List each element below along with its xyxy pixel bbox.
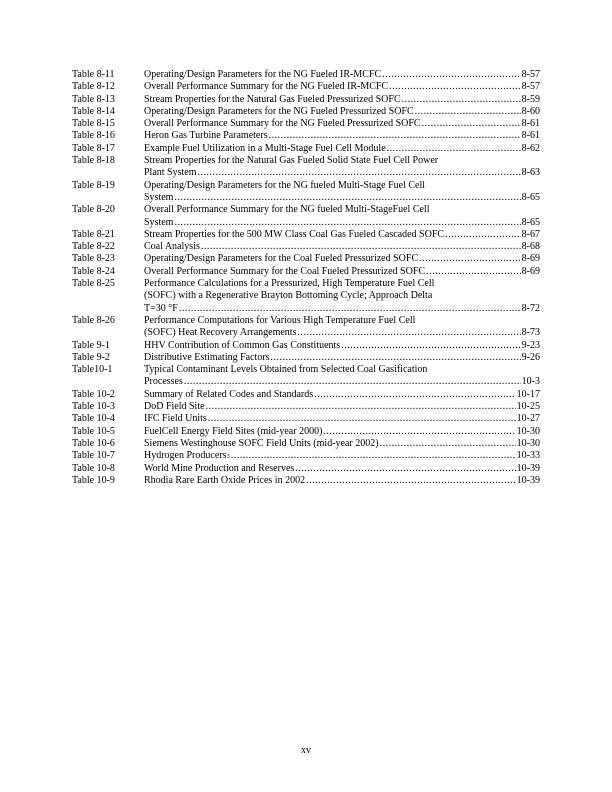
table-number: Table 8-17 — [72, 142, 115, 154]
table-title — [144, 81, 540, 93]
dot-leader — [382, 69, 520, 81]
page-reference[interactable]: 8-57 — [521, 69, 540, 80]
toc-entry[interactable] — [72, 69, 540, 81]
title-text: Stream Properties for the Natural Gas Fueled Solid State Fuel Cell Power — [144, 155, 439, 167]
title-line — [144, 278, 540, 290]
title-text: Processes — [144, 376, 183, 388]
table-number: Table 8-15 — [72, 118, 115, 130]
dot-leader — [184, 376, 521, 388]
page-reference[interactable]: 8-63 — [521, 167, 540, 179]
toc-entry[interactable] — [72, 143, 540, 155]
table-number: Table 8-23 — [72, 253, 115, 265]
table-number: Table 9-2 — [72, 351, 110, 363]
toc-entry[interactable] — [72, 438, 540, 450]
dot-leader — [174, 192, 520, 204]
title-line — [144, 315, 540, 327]
page-reference[interactable]: 8-69 — [521, 253, 540, 265]
table-title — [144, 143, 540, 155]
toc-entry[interactable] — [72, 94, 540, 106]
table-title — [144, 118, 540, 130]
title-text: Distributive Estimating Factors — [144, 351, 270, 363]
title-line — [144, 241, 540, 253]
table-title — [144, 180, 540, 205]
title-text: (SOFC) with a Regenerative Brayton Bottoming Cycle; Approach Delta — [144, 290, 433, 302]
title-line — [144, 217, 540, 229]
title-line — [144, 340, 540, 352]
dot-leader — [445, 229, 521, 241]
title-line — [144, 167, 540, 179]
table-title — [144, 364, 540, 389]
page-reference[interactable]: 9-23 — [521, 339, 540, 351]
toc-entry[interactable] — [72, 413, 540, 425]
title-text: System — [144, 216, 174, 228]
title-line — [144, 253, 540, 265]
title-text: Performance Computations for Various High Temperature Fuel Cell — [144, 314, 416, 326]
title-text: Rhodia Rare Earth Oxide Prices in 2002 — [144, 474, 306, 486]
page-reference[interactable]: 10-17 — [516, 388, 540, 400]
title-line — [144, 401, 540, 413]
title-text: Stream Properties for the 500 MW Class Coal Gas Fueled Cascaded SOFC — [144, 228, 445, 240]
table-title — [144, 340, 540, 352]
title-line — [144, 130, 540, 142]
title-text: FuelCell Energy Field Sites (mid-year 2000) — [144, 425, 323, 437]
table-number: Table 8-20 — [72, 204, 115, 216]
title-line — [144, 475, 540, 487]
dot-leader — [174, 217, 520, 229]
toc-entry[interactable] — [72, 389, 540, 401]
title-text: Example Fuel Utilization in a Multi-Stage Fuel Cell Module — [144, 142, 386, 154]
title-text: Operating/Design Parameters for the NG Fueled Pressurized SOFC — [144, 105, 414, 117]
page-number: xv — [301, 745, 311, 756]
dot-leader — [415, 106, 521, 118]
toc-entry[interactable] — [72, 352, 540, 364]
page-reference[interactable]: 8-59 — [521, 93, 540, 105]
table-title — [144, 389, 540, 401]
dot-leader — [198, 167, 521, 179]
page-reference[interactable]: 8-69 — [521, 265, 540, 277]
dot-leader — [306, 475, 516, 487]
title-line — [144, 389, 540, 401]
page-reference[interactable]: 8-61 — [521, 130, 540, 142]
dot-leader — [271, 352, 521, 364]
toc-entry[interactable] — [72, 204, 540, 229]
page-reference[interactable]: 8-62 — [521, 142, 540, 154]
page-reference[interactable]: 8-65 — [521, 216, 540, 228]
table-title — [144, 253, 540, 265]
dot-leader — [426, 266, 521, 278]
table-title — [144, 352, 540, 364]
title-text: Operating/Design Parameters for the Coal Fueled Pressurized SOFC — [144, 253, 419, 265]
title-text: Hydrogen Producers — [144, 450, 227, 462]
title-line — [144, 364, 540, 376]
title-line — [144, 376, 540, 388]
table-title — [144, 438, 540, 450]
toc-entry[interactable] — [72, 253, 540, 265]
title-text: Plant System — [144, 167, 197, 179]
table-title — [144, 463, 540, 475]
page-reference[interactable]: 10-27 — [516, 413, 540, 425]
dot-leader — [231, 450, 516, 462]
page-reference[interactable]: 10-39 — [516, 474, 540, 486]
table-title — [144, 475, 540, 487]
dot-leader — [402, 94, 521, 106]
toc-entry[interactable] — [72, 241, 540, 253]
title-line — [144, 69, 540, 81]
page-reference[interactable]: 10-33 — [516, 450, 540, 462]
toc-entry[interactable] — [72, 229, 540, 241]
table-number: Table 8-13 — [72, 93, 115, 105]
table-title — [144, 241, 540, 253]
toc-entry[interactable] — [72, 118, 540, 130]
toc-entry[interactable] — [72, 266, 540, 278]
page-reference[interactable]: 8-61 — [521, 118, 540, 130]
title-line — [144, 266, 540, 278]
toc-entry[interactable] — [72, 364, 540, 389]
list-of-tables — [72, 69, 540, 487]
toc-entry[interactable] — [72, 475, 540, 487]
table-title — [144, 315, 540, 340]
title-line — [144, 204, 540, 216]
table-title — [144, 69, 540, 81]
toc-entry[interactable] — [72, 401, 540, 413]
dot-leader — [295, 463, 515, 475]
dot-leader — [314, 389, 516, 401]
page-reference[interactable]: 9-26 — [521, 351, 540, 363]
table-number: Table 10-8 — [72, 462, 115, 474]
table-title — [144, 94, 540, 106]
table-title — [144, 106, 540, 118]
title-text: Summary of Related Codes and Standards — [144, 388, 314, 400]
title-line — [144, 327, 540, 339]
page-reference[interactable]: 10-39 — [516, 462, 540, 474]
table-title — [144, 401, 540, 413]
table-number: Table 8-22 — [72, 241, 115, 253]
dot-leader — [269, 130, 521, 142]
title-line — [144, 118, 540, 130]
title-text: Operating/Design Parameters for the NG fueled Multi-Stage Fuel Cell — [144, 179, 426, 191]
table-title — [144, 413, 540, 425]
title-text: DoD Field Site — [144, 401, 205, 413]
title-line — [144, 426, 540, 438]
toc-entry[interactable] — [72, 130, 540, 142]
toc-entry[interactable] — [72, 340, 540, 352]
title-text: Performance Calculations for a Pressurized, High Temperature Fuel Cell — [144, 278, 435, 290]
title-line — [144, 192, 540, 204]
dot-leader — [419, 253, 521, 265]
toc-entry[interactable] — [72, 426, 540, 438]
title-text: Operating/Design Parameters for the NG Fueled IR-MCFC — [144, 69, 382, 80]
dot-leader — [208, 413, 516, 425]
table-number: Table 8-12 — [72, 81, 115, 93]
table-number: Table 8-14 — [72, 105, 115, 117]
page-reference[interactable]: 10-30 — [516, 437, 540, 449]
table-number: Table10-1 — [72, 364, 113, 376]
title-line — [144, 81, 540, 93]
table-number: Table 10-4 — [72, 413, 115, 425]
title-line — [144, 303, 540, 315]
toc-entry[interactable] — [72, 106, 540, 118]
table-number: Table 8-26 — [72, 314, 115, 326]
table-number: Table 10-3 — [72, 401, 115, 413]
table-number: Table 10-2 — [72, 388, 115, 400]
page-reference[interactable]: 8-73 — [521, 327, 540, 339]
title-line — [144, 290, 540, 302]
toc-entry[interactable] — [72, 463, 540, 475]
title-text: HHV Contribution of Common Gas Constituents — [144, 339, 341, 351]
table-title — [144, 278, 540, 315]
title-text: Stream Properties for the Natural Gas Fueled Pressurized SOFC — [144, 93, 401, 105]
title-text: Overall Performance Summary for the NG fueled Multi-StageFuel Cell — [144, 204, 430, 216]
title-line — [144, 106, 540, 118]
table-number: Table 10-7 — [72, 450, 115, 462]
toc-entry[interactable] — [72, 315, 540, 340]
title-line — [144, 352, 540, 364]
table-number: Table 10-5 — [72, 425, 115, 437]
table-number: Table 8-16 — [72, 130, 115, 142]
table-number: Table 10-9 — [72, 474, 115, 486]
title-line — [144, 94, 540, 106]
page-reference[interactable]: 8-72 — [521, 302, 540, 314]
toc-entry[interactable] — [72, 450, 540, 462]
dot-leader — [323, 426, 515, 438]
title-text: Overall Performance Summary for the Coal Fueled Pressurized SOFC — [144, 265, 426, 277]
table-number: Table 8-21 — [72, 228, 115, 240]
table-number: Table 10-6 — [72, 437, 115, 449]
table-number: Table 8-19 — [72, 179, 115, 191]
title-text: Siemens Westinghouse SOFC Field Units (mid-year 2002) — [144, 437, 379, 449]
title-line: Hydrogen Producers 3 . . . 10-33 — [144, 450, 540, 462]
title-text: System — [144, 191, 174, 203]
title-text: World Mine Production and Reserves — [144, 462, 295, 474]
dot-leader — [380, 438, 516, 450]
table-title — [144, 130, 540, 142]
dot-leader — [422, 118, 521, 130]
title-line — [144, 143, 540, 155]
table-title — [144, 204, 540, 229]
page-reference[interactable]: 10-3 — [521, 376, 540, 388]
toc-entry[interactable] — [72, 155, 540, 180]
title-line — [144, 463, 540, 475]
title-line — [144, 229, 540, 241]
title-line — [144, 438, 540, 450]
table-number: Table 8-24 — [72, 265, 115, 277]
title-text: Overall Performance Summary for the NG Fueled Pressurized SOFC — [144, 118, 421, 130]
dot-leader — [387, 143, 521, 155]
title-text: (SOFC) Heat Recovery Arrangements — [144, 327, 297, 339]
title-text: Coal Analysis — [144, 241, 200, 253]
dot-leader — [341, 340, 520, 352]
title-text: T=30 °F — [144, 302, 178, 314]
title-text: IFC Field Units — [144, 413, 207, 425]
toc-entry[interactable] — [72, 180, 540, 205]
dot-leader — [297, 327, 520, 339]
table-number: Table 8-18 — [72, 155, 115, 167]
table-title — [144, 155, 540, 180]
page-reference[interactable]: 8-65 — [521, 191, 540, 203]
table-number: Table 8-11 — [72, 69, 115, 80]
dot-leader — [201, 241, 521, 253]
page-reference[interactable]: 8-60 — [521, 105, 540, 117]
title-text: Heron Gas Turbine Parameters — [144, 130, 268, 142]
title-line — [144, 413, 540, 425]
page-reference[interactable]: 8-57 — [521, 81, 540, 93]
toc-entry[interactable] — [72, 278, 540, 315]
table-number: Table 9-1 — [72, 339, 110, 351]
page-reference[interactable]: 8-67 — [521, 228, 540, 240]
page-reference[interactable]: 10-30 — [516, 425, 540, 437]
title-text: Overall Performance Summary for the NG Fueled IR-MCFC — [144, 81, 389, 93]
title-text: Typical Contaminant Levels Obtained from Selected Coal Gasification — [144, 364, 428, 376]
table-title — [144, 450, 540, 462]
title-line — [144, 180, 540, 192]
dot-leader — [389, 81, 521, 93]
page-reference[interactable]: 10-25 — [516, 401, 540, 413]
table-title — [144, 426, 540, 438]
table-number: Table 8-25 — [72, 278, 115, 290]
table-title — [144, 266, 540, 278]
title-line — [144, 155, 540, 167]
dot-leader — [206, 401, 516, 413]
toc-entry[interactable] — [72, 81, 540, 93]
table-title — [144, 229, 540, 241]
dot-leader — [179, 303, 521, 315]
page-reference[interactable]: 8-68 — [521, 241, 540, 253]
